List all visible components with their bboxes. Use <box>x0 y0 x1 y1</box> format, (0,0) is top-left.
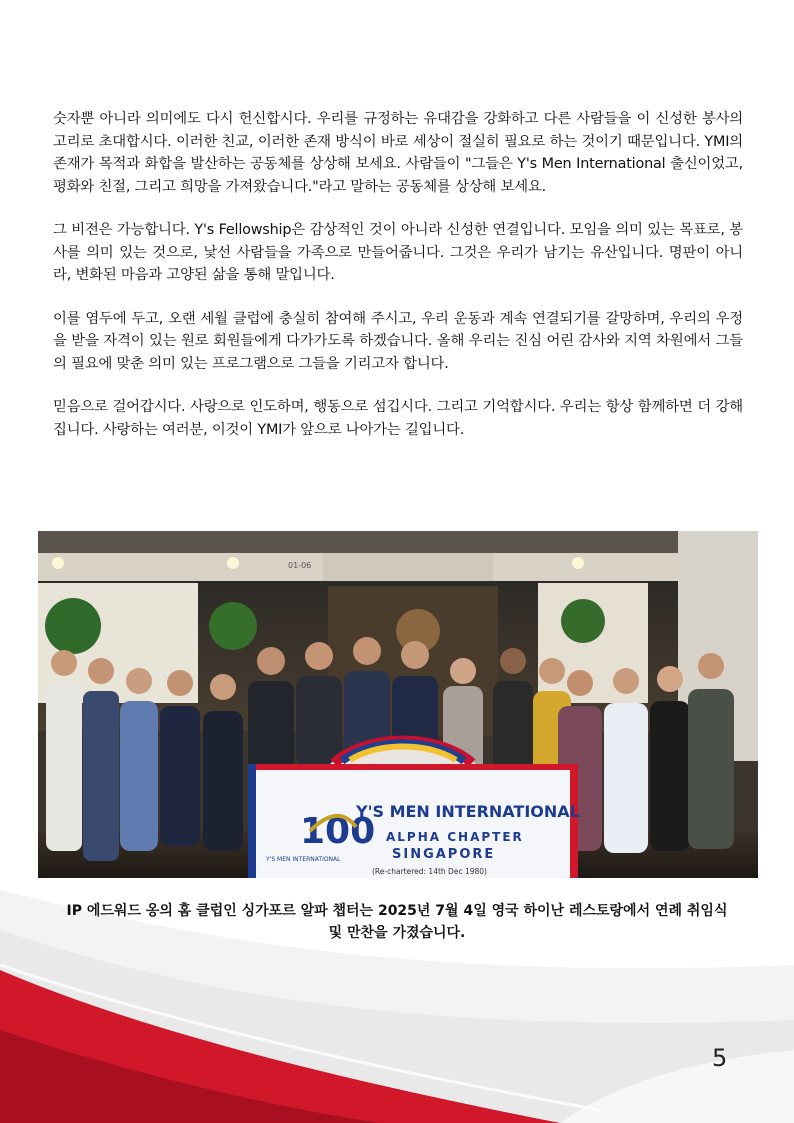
group-photo <box>38 531 758 878</box>
banner-rechartered: (Re-chartered: 14th Dec 1980) <box>372 867 487 876</box>
caption-line-1: IP 에드워드 옹의 홈 클럽인 싱가포르 알파 챕터는 2025년 7월 4일 영국 하이난 레스토랑에서 연례 취임식 <box>66 903 728 919</box>
paragraph-2: 그 비전은 가능합니다. Y's Fellowship은 감상적인 것이 아니라 신성한 연결입니다. 모임을 의미 있는 목표로, 봉사를 의미 있는 것으로, 낯선 사람들을 가족으로 만들어줍니다. 그것은 우리가 남기는 유산입니다. 명판이 아니라, 변화된 마음과 고양된 삶을 통해 말입니다. <box>53 222 743 283</box>
paragraph-4: 믿음으로 걸어갑시다. 사랑으로 인도하며, 행동으로 섬깁시다. 그리고 기억합시다. 우리는 항상 함께하면 더 강해집니다. 사랑하는 여러분, 이것이 YMI가 앞으로 나아가는 길입니다. <box>53 399 743 438</box>
photo-caption <box>30 900 764 944</box>
centennial-logo-number: 100 <box>300 811 376 852</box>
unit-sign-left: 01-06 <box>288 561 312 570</box>
body-text <box>53 108 743 462</box>
paragraph-3: 이를 염두에 두고, 오랜 세월 클럽에 충실히 참여해 주시고, 우리 운동과 계속 연결되기를 갈망하며, 우리의 우정을 받을 자격이 있는 원로 회원들에게 다가가도록 하겠습니다. 올해 우리는 진심 어린 감사와 지역 차원에서 그들의 필요에 맞춘 의미 있는 프로그램으로 그들을 기리고자 합니다. <box>53 310 743 372</box>
caption-line-2: 및 만찬을 가졌습니다. <box>328 925 466 941</box>
banner-title: Y'S MEN INTERNATIONAL <box>356 802 580 821</box>
club-banner <box>248 764 580 878</box>
banner-city: SINGAPORE <box>392 847 496 862</box>
page-number: 5 <box>712 1044 728 1072</box>
paragraph-1: 숫자뿐 아니라 의미에도 다시 헌신합시다. 우리를 규정하는 유대감을 강화하고 다른 사람들을 이 신성한 봉사의 고리로 초대합시다. 이러한 친교, 이러한 존재 방식이 바로 세상이 절실히 필요로 하는 것이기 때문입니다. YMI의 존재가 목적과 화합을 발산하는 공동체를 상상해 보세요. 사람들이 "그들은 Y's Men International 출신이었고, 평화와 친절, 그리고 희망을 가져왔습니다."라고 말하는 공동체를 상상해 보세요. <box>53 111 743 195</box>
group-photo-illustration <box>38 531 758 878</box>
banner-chapter: ALPHA CHAPTER <box>386 830 524 844</box>
centennial-logo-text: Y'S MEN INTERNATIONAL <box>266 856 341 863</box>
